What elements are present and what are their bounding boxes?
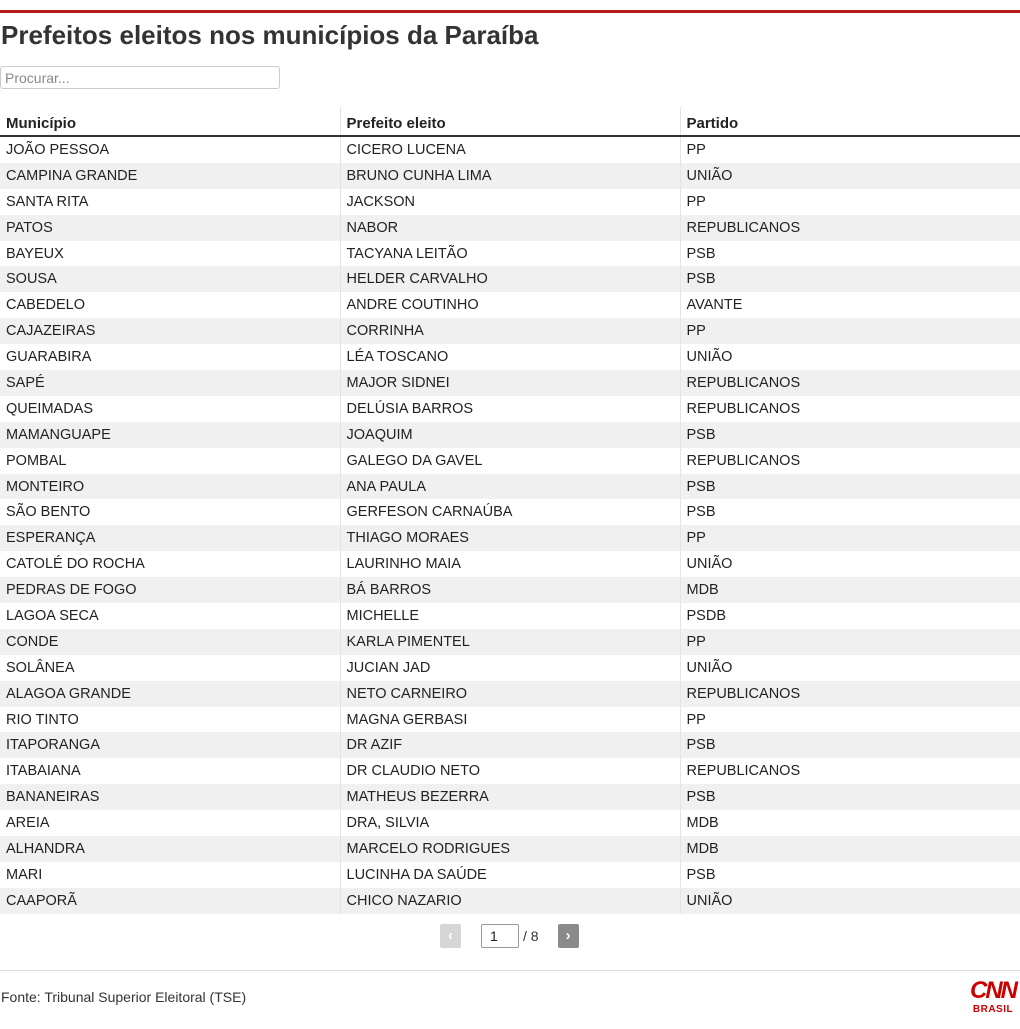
table-row [0,525,1020,551]
table-row [0,318,1020,344]
cell-prefeito: CICERO LUCENA [340,136,680,163]
table-row [0,758,1020,784]
table-row [0,292,1020,318]
logo-mark: CNN [970,977,1016,1004]
cell-municipio: BAYEUX [6,245,64,262]
cell-prefeito: MATHEUS BEZERRA [340,784,680,810]
cell-partido: PSB [680,784,1020,810]
cell-municipio: SÃO BENTO [6,504,91,521]
cell-prefeito: LAURINHO MAIA [340,551,680,577]
table-row [0,370,1020,396]
cell-partido: PSB [680,422,1020,448]
table-row [0,499,1020,525]
cell-municipio: CAJAZEIRAS [0,318,340,344]
cell-prefeito: ANDRE COUTINHO [340,292,680,318]
cnn-brasil-logo [966,978,1020,1016]
cell-municipio: CATOLÉ DO ROCHA [6,556,145,573]
cell-prefeito: MARCELO RODRIGUES [340,836,680,862]
cell-municipio: MARI [6,866,43,883]
logo-subtitle: BRASIL [972,1004,1014,1015]
table-row [0,215,1020,241]
cell-prefeito: MAJOR SIDNEI [340,370,680,396]
table-row [0,551,1020,577]
table-header-row [0,107,1020,136]
cell-partido: UNIÃO [680,888,1020,914]
table-row [0,888,1020,914]
cell-partido: PSB [680,266,1020,292]
table-row [0,810,1020,836]
column-header-municipio[interactable]: Município [0,107,340,136]
cell-prefeito: DRA, SILVIA [340,810,680,836]
cell-partido: MDB [680,577,1020,603]
cell-municipio: ESPERANÇA [0,525,340,551]
column-header-partido[interactable]: Partido [680,107,1020,136]
cell-partido: AVANTE [680,292,1020,318]
cell-prefeito: JUCIAN JAD [340,655,680,681]
table-row [0,603,1020,629]
source-note: Fonte: Tribunal Superior Eleitoral (TSE) [1,989,247,1005]
table-row [0,189,1020,215]
pagination [440,923,579,948]
table-row [0,862,1020,888]
top-accent-rule [0,10,1020,13]
column-header-prefeito[interactable]: Prefeito eleito [340,107,680,136]
cell-prefeito: BÁ BARROS [340,577,680,603]
page-number-input[interactable] [481,924,519,948]
cell-prefeito: JOAQUIM [340,422,680,448]
table-row [0,707,1020,733]
cell-partido: UNIÃO [680,655,1020,681]
cell-partido: REPUBLICANOS [680,396,1020,422]
cell-prefeito: CHICO NAZARIO [340,888,680,914]
cell-partido: PP [680,629,1020,655]
cell-prefeito: HELDER CARVALHO [340,266,680,292]
cell-municipio: PEDRAS DE FOGO [0,577,340,603]
cell-prefeito: ANA PAULA [340,474,680,500]
cell-prefeito: GERFESON CARNAÚBA [340,499,680,525]
previous-page-button[interactable]: ‹ [440,924,461,948]
cell-municipio: MAMANGUAPE [0,422,340,448]
table-row [0,681,1020,707]
cell-municipio: CABEDELO [6,297,85,314]
cell-prefeito: MICHELLE [340,603,680,629]
cell-partido: PSB [680,241,1020,267]
cell-municipio: SAPÉ [0,370,340,396]
mayors-table [0,107,1020,914]
cell-partido: REPUBLICANOS [680,370,1020,396]
cell-prefeito: NETO CARNEIRO [340,681,680,707]
cell-partido: REPUBLICANOS [680,448,1020,474]
cell-municipio: CAMPINA GRANDE [0,163,340,189]
cell-partido: REPUBLICANOS [680,681,1020,707]
cell-partido: PSB [680,862,1020,888]
cell-partido: PP [680,189,1020,215]
cell-partido: PSB [680,732,1020,758]
cell-partido: REPUBLICANOS [680,758,1020,784]
cell-prefeito: THIAGO MORAES [340,525,680,551]
cell-partido: PSDB [680,603,1020,629]
table-body [0,136,1020,914]
table-row [0,655,1020,681]
cell-partido: MDB [680,836,1020,862]
cell-partido: REPUBLICANOS [680,215,1020,241]
cell-prefeito: BRUNO CUNHA LIMA [340,163,680,189]
table-row [0,422,1020,448]
cell-municipio: ITAPORANGA [0,732,340,758]
cell-prefeito: LUCINHA DA SAÚDE [340,862,680,888]
cell-municipio: LAGOA SECA [6,607,99,624]
cell-prefeito: TACYANA LEITÃO [340,241,680,267]
next-page-button[interactable]: › [558,924,579,948]
cell-partido: PP [680,318,1020,344]
cell-municipio: RIO TINTO [6,711,79,728]
page-total: / 8 [523,927,539,944]
cell-prefeito: GALEGO DA GAVEL [340,448,680,474]
cell-municipio: POMBAL [6,452,67,469]
cell-municipio: CAAPORÃ [0,888,340,914]
cell-partido: PSB [680,474,1020,500]
cell-partido: PP [680,525,1020,551]
page-title: Prefeitos eleitos nos municípios da Paraíba [1,20,539,50]
search-input[interactable] [0,66,280,89]
table-row [0,266,1020,292]
cell-municipio: QUEIMADAS [6,400,94,417]
cell-municipio: JOÃO PESSOA [6,141,110,158]
cell-partido: MDB [680,810,1020,836]
cell-municipio: ITABAIANA [6,763,81,780]
cell-municipio: MONTEIRO [0,474,340,500]
cell-prefeito: CORRINHA [340,318,680,344]
cell-municipio: AREIA [6,815,50,832]
table-row [0,344,1020,370]
table-row [0,396,1020,422]
table-row [0,577,1020,603]
cell-partido: UNIÃO [680,551,1020,577]
cell-prefeito: DR CLAUDIO NETO [340,758,680,784]
table-row [0,474,1020,500]
table-row [0,732,1020,758]
cell-partido: UNIÃO [680,344,1020,370]
cell-prefeito: DELÚSIA BARROS [340,396,680,422]
table-row [0,448,1020,474]
cell-municipio: PATOS [0,215,340,241]
cell-prefeito: LÉA TOSCANO [340,344,680,370]
cell-prefeito: NABOR [340,215,680,241]
cell-municipio: BANANEIRAS [0,784,340,810]
table-row [0,629,1020,655]
cell-prefeito: KARLA PIMENTEL [340,629,680,655]
table-row [0,784,1020,810]
cell-partido: PP [680,136,1020,163]
table-row [0,136,1020,163]
cell-prefeito: JACKSON [340,189,680,215]
cell-municipio: SOUSA [0,266,340,292]
table-row [0,241,1020,267]
cell-prefeito: DR AZIF [340,732,680,758]
cell-municipio: GUARABIRA [6,349,92,366]
cell-partido: PP [680,707,1020,733]
cell-municipio: ALAGOA GRANDE [0,681,340,707]
cell-municipio: SOLÂNEA [6,659,75,676]
cell-partido: PSB [680,499,1020,525]
cell-partido: UNIÃO [680,163,1020,189]
footer-divider [0,970,1020,971]
cell-municipio: SANTA RITA [6,193,89,210]
table-row [0,163,1020,189]
table-row [0,836,1020,862]
cell-municipio: ALHANDRA [0,836,340,862]
cell-prefeito: MAGNA GERBASI [340,707,680,733]
cell-municipio: CONDE [0,629,340,655]
